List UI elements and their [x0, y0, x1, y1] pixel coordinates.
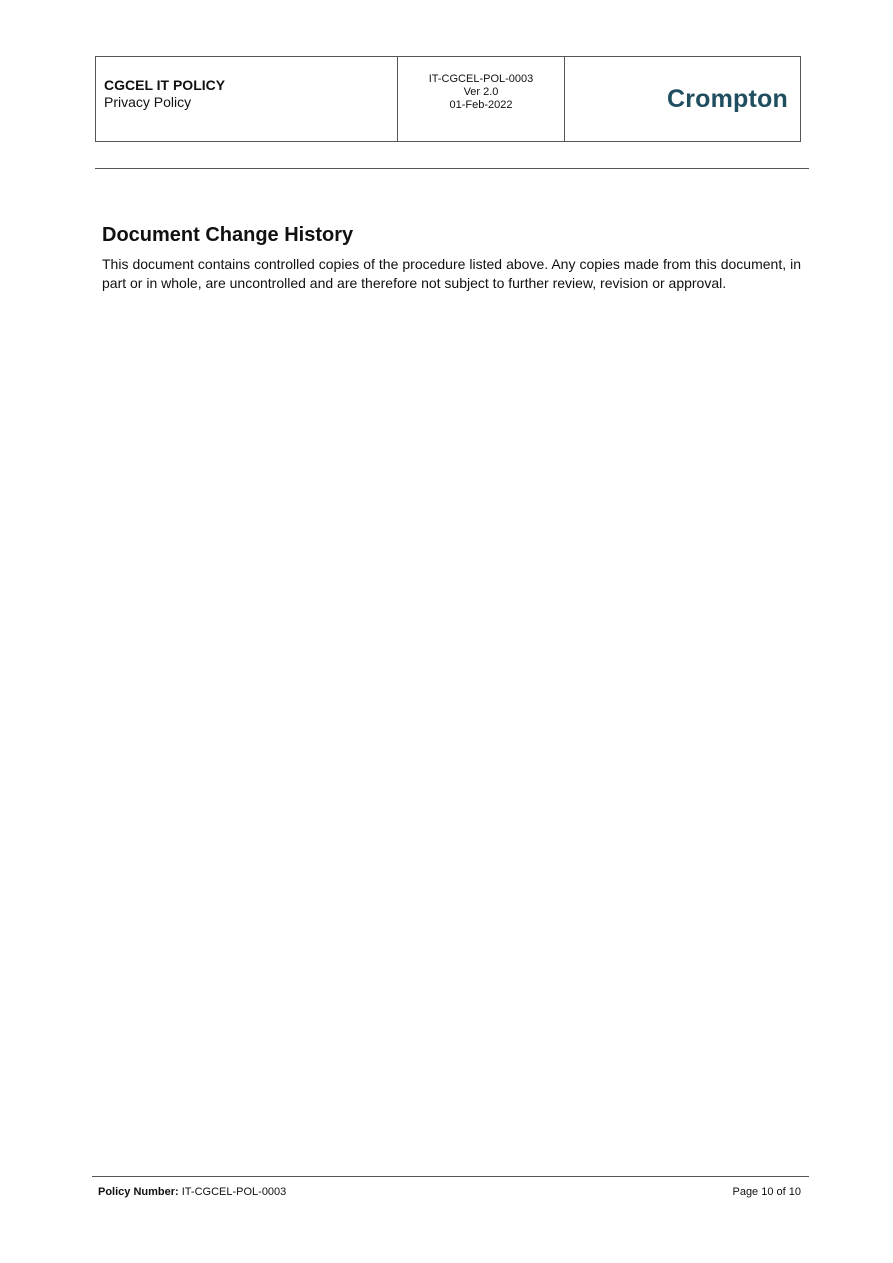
- footer-policy-number: [98, 1186, 286, 1198]
- footer-policy-label: Policy Number:: [98, 1186, 179, 1198]
- footer-page-number: Page 10 of 10: [732, 1186, 801, 1198]
- document-id: IT-CGCEL-POL-0003: [428, 73, 534, 85]
- section-body: This document contains controlled copies of the procedure listed above. Any copies made from this document, in part or in whole, are uncontrolled and are therefore not subject to further review, revision or approval.: [102, 256, 801, 291]
- header-policy-cell: [96, 57, 398, 142]
- crompton-logo: Crompton: [666, 84, 788, 113]
- policy-name: Privacy Policy: [104, 94, 192, 110]
- document-version: Ver 2.0: [463, 86, 499, 98]
- footer-divider: [92, 1176, 809, 1177]
- header-logo-cell: [565, 57, 801, 142]
- section-title: Document Change History: [102, 224, 354, 246]
- header-divider: [95, 168, 809, 169]
- header-table: [95, 56, 801, 142]
- policy-title: CGCEL IT POLICY: [104, 77, 226, 93]
- footer-policy-value: IT-CGCEL-POL-0003: [181, 1186, 287, 1198]
- document-date: 01-Feb-2022: [449, 99, 513, 111]
- header-meta-cell: [398, 57, 565, 142]
